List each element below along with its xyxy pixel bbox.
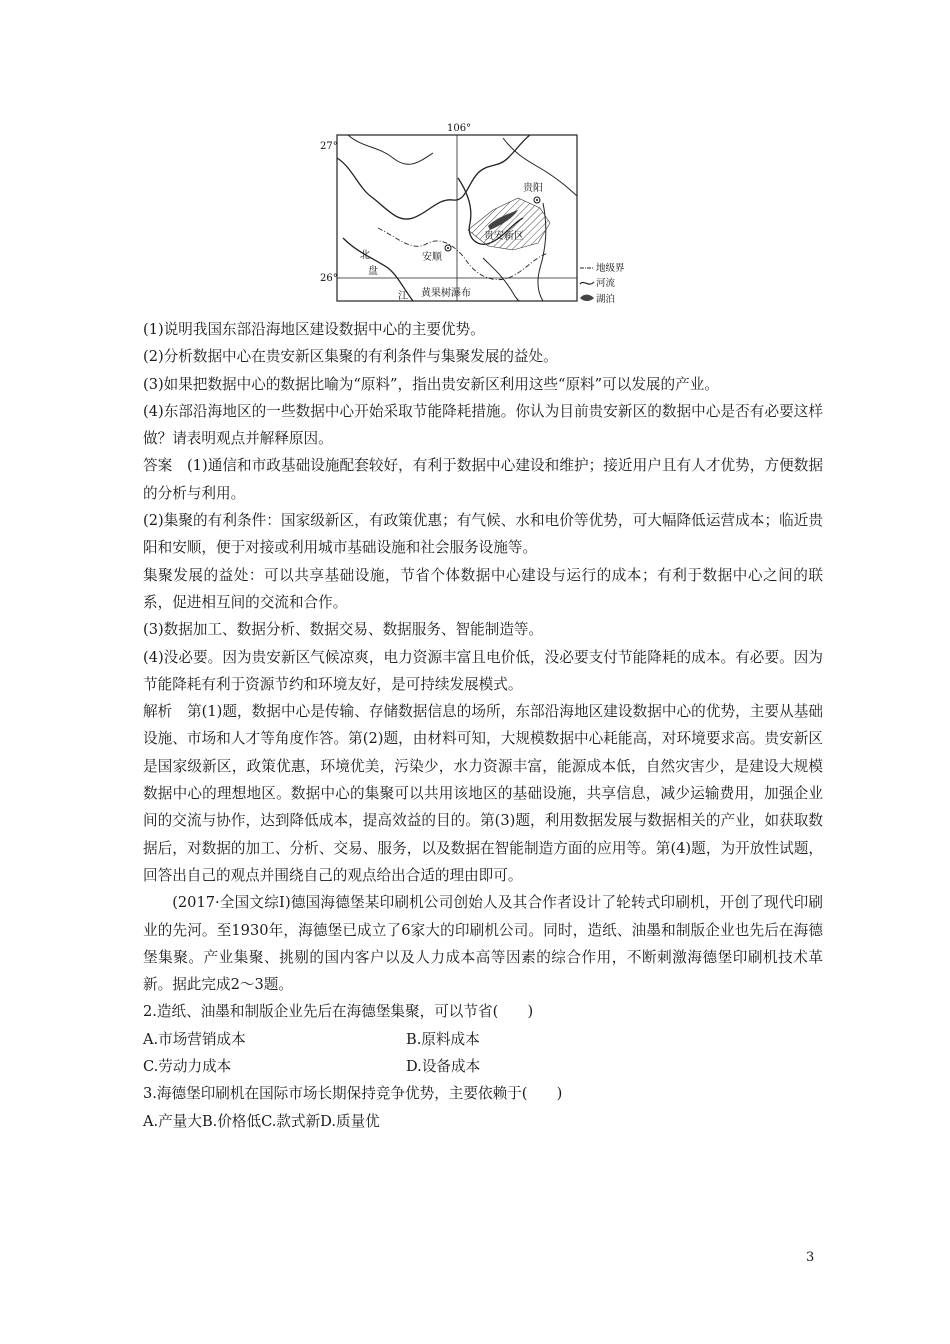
question-4: (4)东部沿海地区的一些数据中心开始采取节能降耗措施。你认为目前贵安新区的数据中心是否有必要这样做？请表明观点并解释原因。 [143, 402, 823, 448]
legend-lake: 湖泊 [596, 294, 616, 305]
lon-label: 106° [447, 123, 472, 134]
answer-label: 答案 [143, 457, 173, 475]
lat-top-label: 27° [320, 141, 338, 152]
beipan-char-3: 江 [398, 291, 408, 302]
answer-4: (4)没必要。因为贵安新区气候凉爽，电力资源丰富且电价低，没必要支付节能降耗的成本。有必要。因为节能降耗有利于资源节约和环境友好，是可持续发展模式。 [143, 648, 823, 693]
guian-area [468, 198, 550, 250]
q2-options-row-2 [143, 1053, 823, 1080]
guian-map [318, 118, 638, 308]
analysis-text: 第(1)题，数据中心是传输、存储数据信息的场所，东部沿海地区建设数据中心的优势，主要从基础设施、市场和人才等角度作答。第(2)题，由材料可知，大规模数据中心耗能高，对环境要求高。贵安新区是国家级新区，政策优惠，环境优美，污染少，水力资源丰富，能源成本低，自然灾害少，是建设大规模数据中心的理想地区。数据中心的集聚可以共用该地区的基础设施，共享信息，减少运输费用，加强企业间的交流与协作，达到降低成本，提高效益的目的。第(3)题，利用数据发展与数据相关的产业，如获取数据后，对数据的加工、分析、交易、服务，以及数据在智能制造方面的应用等。第(4)题，为开放性试题，回答出自己的观点并围绕自己的观点给出合适的理由即可。 [143, 703, 823, 884]
question-2: (2)分析数据中心在贵安新区集聚的有利条件与集聚发展的益处。 [143, 348, 558, 366]
legend-boundary: 地级界 [596, 263, 625, 274]
beipan-char-1: 北 [360, 250, 370, 261]
beipan-char-2: 盘 [368, 266, 378, 277]
q2-stem: 2.造纸、油墨和制版企业先后在海德堡集聚，可以节省( ) [143, 1003, 534, 1021]
guian-label: 贵安新区 [484, 231, 524, 242]
falls-label: 黄果树瀑布 [421, 288, 471, 299]
document-body [143, 316, 823, 1135]
map-svg [318, 118, 638, 308]
lat-bottom-label: 26° [320, 273, 338, 284]
q3-stem: 3.海德堡印刷机在国际市场长期保持竞争优势，主要依赖于( ) [143, 1085, 563, 1103]
analysis [143, 698, 823, 889]
q2-option-a: A.市场营销成本 [143, 1030, 246, 1048]
anshun-label: 安顺 [422, 252, 442, 263]
q2-option-d: D.设备成本 [406, 1058, 481, 1076]
q2-options-row-1 [143, 1026, 823, 1053]
legend-river: 河流 [596, 278, 616, 289]
passage: (2017·全国文综Ⅰ)德国海德堡某印刷机公司创始人及其合作者设计了轮转式印刷机，开创了现代印刷业的先河。至1930年，海德堡已成立了6家大的印刷机公司。同时，造纸、油墨和制版企业也先后在海德堡集聚。产业集聚、挑剔的国内客户以及人力成本高等因素的综合作用，不断刺激海德堡印刷机技术革新。据此完成2～3题。 [143, 894, 823, 994]
river-line [348, 135, 433, 164]
answer-2b: 集聚发展的益处：可以共享基础设施，节省个体数据中心建设与运行的成本；有利于数据中心之间的联系，促进相互间的交流和合作。 [143, 566, 823, 611]
analysis-label: 解析 [143, 703, 173, 721]
legend-river-symbol [580, 282, 594, 284]
answer-1-text: (1)通信和市政基础设施配套较好，有利于数据中心建设和维护；接近用户且有人才优势，方便数据的分析与利用。 [143, 457, 823, 502]
q3-options: A.产量大B.价格低C.款式新D.质量优 [143, 1112, 380, 1130]
answer-1 [143, 452, 823, 507]
answer-2: (2)集聚的有利条件：国家级新区，有政策优惠；有气候、水和电价等优势，可大幅降低运营成本；临近贵阳和安顺，便于对接或利用城市基础设施和社会服务设施等。 [143, 512, 823, 557]
question-3: (3)如果把数据中心的数据比喻为“原料”，指出贵安新区利用这些“原料”可以发展的产业。 [143, 375, 719, 393]
guiyang-label: 贵阳 [523, 183, 543, 194]
q2-option-c: C.劳动力成本 [143, 1058, 232, 1076]
page-number: 3 [806, 1250, 815, 1265]
q2-option-b: B.原料成本 [406, 1030, 480, 1048]
answer-3: (3)数据加工、数据分析、数据交易、数据服务、智能制造等。 [143, 621, 544, 639]
legend-lake-symbol [580, 295, 594, 301]
question-1: (1)说明我国东部沿海地区建设数据中心的主要优势。 [143, 321, 485, 338]
